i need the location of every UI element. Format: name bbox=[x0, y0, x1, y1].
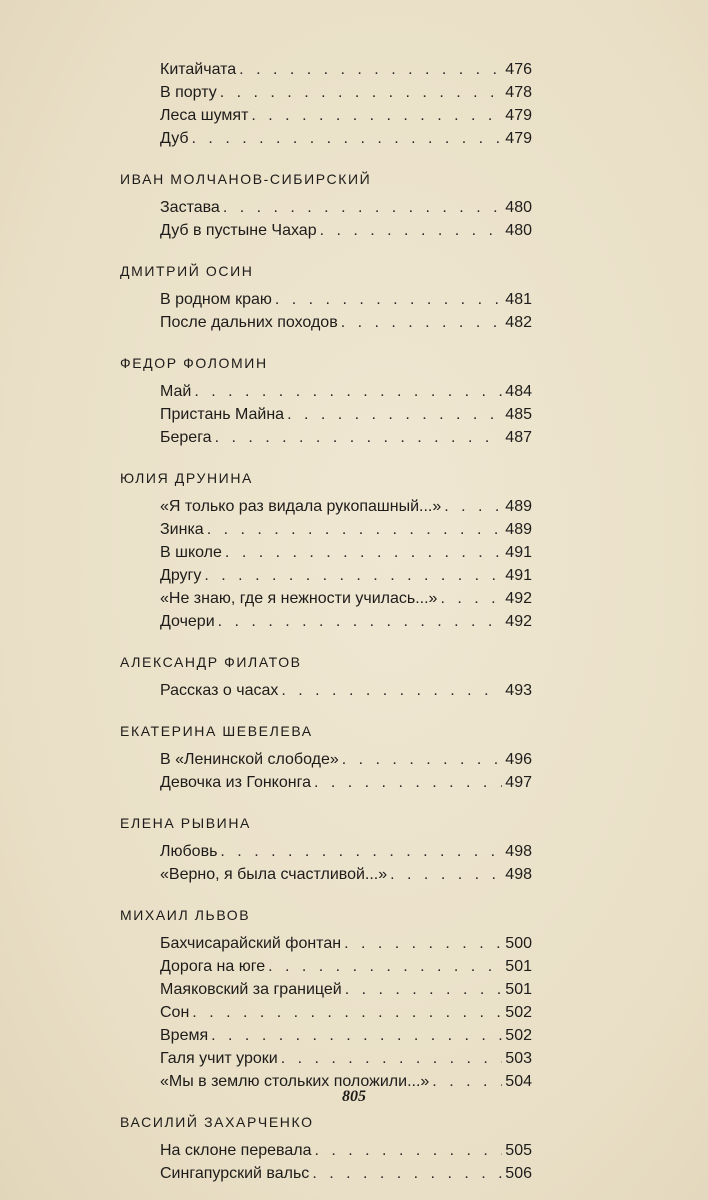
dot-leader bbox=[314, 1139, 502, 1162]
entry-page-number: 492 bbox=[505, 590, 532, 607]
dot-leader bbox=[281, 1047, 503, 1070]
entry-title: Дуб bbox=[160, 130, 189, 147]
entry-page-number: 482 bbox=[505, 314, 532, 331]
toc-entry bbox=[160, 426, 532, 449]
toc-entry bbox=[160, 81, 532, 104]
toc-entry bbox=[160, 288, 532, 311]
toc-entry bbox=[160, 748, 532, 771]
toc-entry bbox=[160, 58, 532, 81]
entry-page-number: 476 bbox=[505, 61, 532, 78]
dot-leader bbox=[251, 104, 502, 127]
page-number: 805 bbox=[342, 1088, 366, 1105]
entry-title: Зинка bbox=[160, 521, 204, 538]
toc-section bbox=[118, 720, 538, 794]
toc-section bbox=[118, 352, 538, 449]
author-heading: АЛЕКСАНДР ФИЛАТОВ bbox=[120, 654, 302, 670]
toc-section bbox=[118, 168, 538, 242]
dot-leader bbox=[344, 932, 502, 955]
entry-title: В порту bbox=[160, 84, 217, 101]
entry-page-number: 485 bbox=[505, 406, 532, 423]
entry-page-number: 500 bbox=[505, 935, 532, 952]
author-heading: ИВАН МОЛЧАНОВ-СИБИРСКИЙ bbox=[120, 171, 372, 187]
dot-leader bbox=[444, 495, 502, 518]
entry-title: Дочери bbox=[160, 613, 215, 630]
entry-title: Дуб в пустыне Чахар bbox=[160, 222, 317, 239]
entry-title: Галя учит уроки bbox=[160, 1050, 278, 1067]
author-heading: ЮЛИЯ ДРУНИНА bbox=[120, 470, 253, 486]
toc-entry bbox=[160, 587, 532, 610]
entry-page-number: 481 bbox=[505, 291, 532, 308]
entry-title: Сингапурский вальс bbox=[160, 1165, 310, 1182]
entry-title: Рассказ о часах bbox=[160, 682, 279, 699]
entry-title: Китайчата bbox=[160, 61, 237, 78]
toc-section bbox=[118, 651, 538, 702]
entry-page-number: 496 bbox=[505, 751, 532, 768]
toc-entry bbox=[160, 1047, 532, 1070]
dot-leader bbox=[192, 1001, 502, 1024]
toc-entry bbox=[160, 932, 532, 955]
entry-page-number: 503 bbox=[505, 1050, 532, 1067]
entry-page-number: 484 bbox=[505, 383, 532, 400]
dot-leader bbox=[390, 863, 502, 886]
entry-title: В школе bbox=[160, 544, 222, 561]
dot-leader bbox=[207, 518, 503, 541]
entry-title: В родном краю bbox=[160, 291, 272, 308]
dot-leader bbox=[345, 978, 503, 1001]
table-of-contents bbox=[118, 58, 538, 1185]
toc-entry bbox=[160, 1139, 532, 1162]
toc-entry bbox=[160, 403, 532, 426]
entry-page-number: 491 bbox=[505, 544, 532, 561]
entry-title: Дорога на юге bbox=[160, 958, 266, 975]
toc-entry bbox=[160, 1001, 532, 1024]
dot-leader bbox=[223, 196, 502, 219]
entry-page-number: 502 bbox=[505, 1004, 532, 1021]
entry-page-number: 498 bbox=[505, 843, 532, 860]
entry-title: Берега bbox=[160, 429, 212, 446]
entry-title: На склоне перевала bbox=[160, 1142, 312, 1159]
entry-page-number: 504 bbox=[505, 1073, 532, 1090]
dot-leader bbox=[281, 679, 502, 702]
toc-section bbox=[118, 812, 538, 886]
entry-title: «Мы в землю стольких положили...» bbox=[160, 1073, 430, 1090]
toc-entry bbox=[160, 380, 532, 403]
entry-title: Пристань Майна bbox=[160, 406, 285, 423]
dot-leader bbox=[239, 58, 502, 81]
entry-page-number: 478 bbox=[505, 84, 532, 101]
entry-title: В «Ленинской слободе» bbox=[160, 751, 339, 768]
author-heading: ВАСИЛИЙ ЗАХАРЧЕНКО bbox=[120, 1114, 314, 1130]
entry-page-number: 497 bbox=[505, 774, 532, 791]
author-heading: ФЕДОР ФОЛОМИН bbox=[120, 355, 268, 371]
toc-section bbox=[118, 58, 538, 150]
toc-entry bbox=[160, 863, 532, 886]
entry-page-number: 498 bbox=[505, 866, 532, 883]
entry-page-number: 480 bbox=[505, 199, 532, 216]
toc-entry bbox=[160, 1162, 532, 1185]
toc-section bbox=[118, 1111, 538, 1185]
entry-page-number: 501 bbox=[505, 981, 532, 998]
dot-leader bbox=[218, 610, 503, 633]
entry-page-number: 480 bbox=[505, 222, 532, 239]
toc-entry bbox=[160, 104, 532, 127]
entry-page-number: 491 bbox=[505, 567, 532, 584]
toc-section bbox=[118, 260, 538, 334]
dot-leader bbox=[220, 81, 503, 104]
entry-page-number: 506 bbox=[505, 1165, 532, 1182]
dot-leader bbox=[194, 380, 502, 403]
entry-title: Май bbox=[160, 383, 192, 400]
toc-entry bbox=[160, 771, 532, 794]
dot-leader bbox=[314, 771, 502, 794]
entry-title: «Не знаю, где я нежности училась...» bbox=[160, 590, 438, 607]
toc-entry bbox=[160, 610, 532, 633]
toc-section bbox=[118, 904, 538, 1093]
toc-entry bbox=[160, 127, 532, 150]
dot-leader bbox=[312, 1162, 502, 1185]
entry-page-number: 493 bbox=[505, 682, 532, 699]
entry-title: Девочка из Гонконга bbox=[160, 774, 311, 791]
entry-page-number: 487 bbox=[505, 429, 532, 446]
entry-page-number: 489 bbox=[505, 498, 532, 515]
dot-leader bbox=[342, 748, 503, 771]
entry-title: Сон bbox=[160, 1004, 190, 1021]
dot-leader bbox=[225, 541, 502, 564]
dot-leader bbox=[211, 1024, 502, 1047]
entry-title: Любовь bbox=[160, 843, 218, 860]
dot-leader bbox=[320, 219, 503, 242]
dot-leader bbox=[192, 127, 503, 150]
toc-entry bbox=[160, 564, 532, 587]
dot-leader bbox=[275, 288, 502, 311]
entry-page-number: 502 bbox=[505, 1027, 532, 1044]
dot-leader bbox=[220, 840, 502, 863]
toc-entry bbox=[160, 196, 532, 219]
author-heading: ДМИТРИЙ ОСИН bbox=[120, 263, 254, 279]
toc-entry bbox=[160, 1024, 532, 1047]
toc-entry bbox=[160, 840, 532, 863]
entry-page-number: 479 bbox=[505, 130, 532, 147]
toc-section bbox=[118, 467, 538, 633]
entry-title: Время bbox=[160, 1027, 209, 1044]
toc-entry bbox=[160, 219, 532, 242]
entry-title: После дальних походов bbox=[160, 314, 338, 331]
dot-leader bbox=[440, 587, 502, 610]
dot-leader bbox=[287, 403, 502, 426]
entry-page-number: 479 bbox=[505, 107, 532, 124]
entry-title: «Я только раз видала рукопашный...» bbox=[160, 498, 442, 515]
entry-title: Леса шумят bbox=[160, 107, 249, 124]
toc-entry bbox=[160, 955, 532, 978]
entry-page-number: 505 bbox=[505, 1142, 532, 1159]
entry-title: Другу bbox=[160, 567, 202, 584]
author-heading: ЕЛЕНА РЫВИНА bbox=[120, 815, 251, 831]
toc-entry bbox=[160, 311, 532, 334]
toc-entry bbox=[160, 495, 532, 518]
entry-page-number: 492 bbox=[505, 613, 532, 630]
dot-leader bbox=[215, 426, 503, 449]
entry-page-number: 489 bbox=[505, 521, 532, 538]
dot-leader bbox=[268, 955, 502, 978]
entry-title: Маяковский за границей bbox=[160, 981, 342, 998]
entry-title: «Верно, я была счастливой...» bbox=[160, 866, 388, 883]
dot-leader bbox=[341, 311, 503, 334]
toc-entry bbox=[160, 518, 532, 541]
entry-title: Застава bbox=[160, 199, 220, 216]
dot-leader bbox=[204, 564, 502, 587]
entry-title: Бахчисарайский фонтан bbox=[160, 935, 342, 952]
author-heading: МИХАИЛ ЛЬВОВ bbox=[120, 907, 251, 923]
toc-entry bbox=[160, 978, 532, 1001]
entry-page-number: 501 bbox=[505, 958, 532, 975]
toc-entry bbox=[160, 679, 532, 702]
author-heading: ЕКАТЕРИНА ШЕВЕЛЕВА bbox=[120, 723, 313, 739]
toc-entry bbox=[160, 541, 532, 564]
